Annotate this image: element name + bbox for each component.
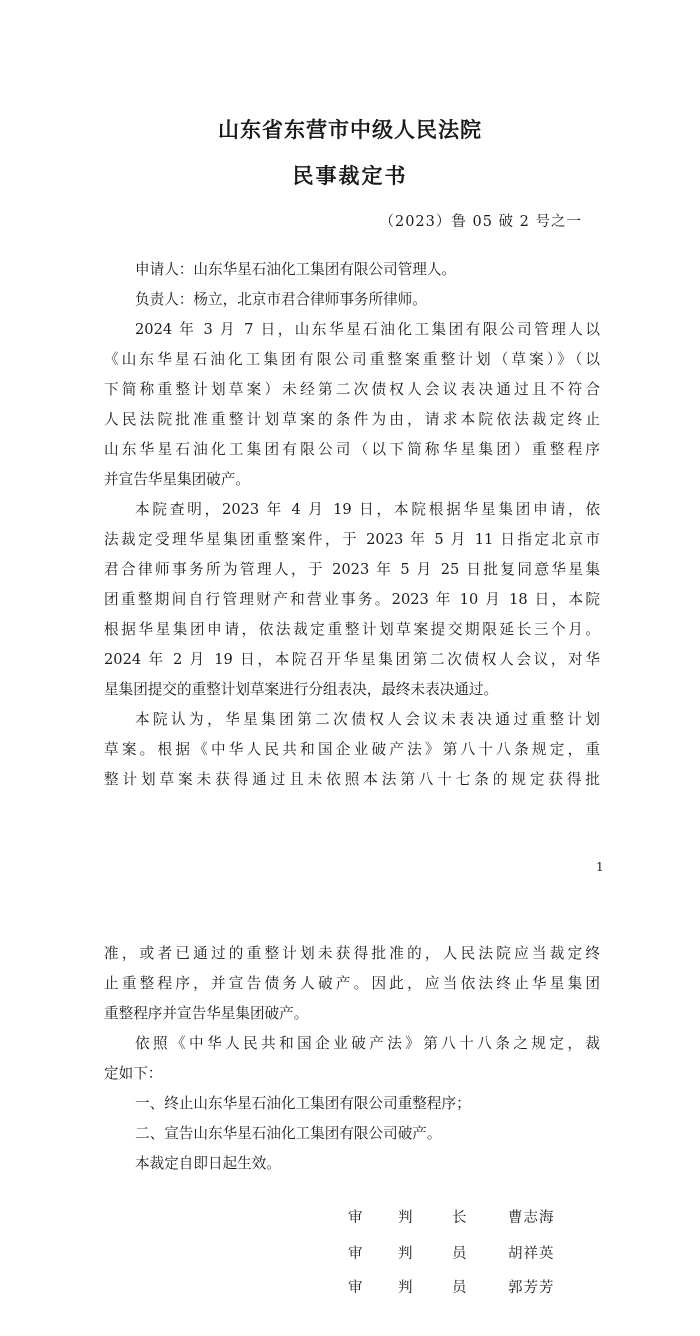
paragraph-line: 定如下： [104, 1065, 163, 1082]
page-number: 1 [596, 860, 604, 874]
paragraph-line: 2024 年 2 月 19 日，本院召开华星集团第二次债权人会议，对华 [104, 651, 600, 668]
signature-title-char: 审 [348, 1246, 363, 1262]
paragraph-line: 星集团提交的重整计划草案进行分组表决，最终未表决通过。 [104, 681, 499, 698]
paragraph-line: 法裁定受理华星集团重整案件，于 2023 年 5 月 11 日指定北京市 [104, 531, 600, 548]
paragraph-line: 本院认为，华星集团第二次债权人会议未表决通过重整计划 [135, 711, 600, 728]
applicant-line: 申请人：山东华星石油化工集团有限公司管理人。 [135, 261, 457, 278]
signature-row-judge [348, 1276, 608, 1298]
signature-title-char: 长 [452, 1210, 467, 1226]
document-page-2 [0, 910, 700, 1336]
court-name: 山东省东营市中级人民法院 [218, 117, 482, 142]
signature-row-presiding-judge [348, 1206, 608, 1228]
ruling-item-2: 二、宣告山东华星石油化工集团有限公司破产。 [135, 1125, 442, 1142]
paragraph-line: 根据华星集团申请，依法裁定重整计划草案提交期限延长三个月。 [104, 621, 600, 638]
signature-name: 胡祥英 [508, 1246, 555, 1262]
signature-row-judge [348, 1242, 608, 1264]
paragraph-line: 2024 年 3 月 7 日，山东华星石油化工集团有限公司管理人以 [135, 321, 600, 338]
paragraph-line: 君合律师事务所为管理人，于 2023 年 5 月 25 日批复同意华星集 [104, 561, 600, 578]
paragraph-line: 《山东华星石油化工集团有限公司重整案重整计划（草案）》（以 [104, 351, 600, 368]
paragraph-line: 团重整期间自行管理财产和营业事务。2023 年 10 月 18 日，本院 [104, 591, 600, 608]
ruling-item-1: 一、终止山东华星石油化工集团有限公司重整程序； [135, 1095, 471, 1112]
paragraph-line: 下简称重整计划草案）未经第二次债权人会议表决通过且不符合 [104, 381, 600, 398]
paragraph-line: 重整程序并宣告华星集团破产。 [104, 1005, 309, 1022]
signature-title-char: 员 [452, 1246, 467, 1262]
signature-title-char: 判 [398, 1280, 413, 1296]
paragraph-line: 准，或者已通过的重整计划未获得批准的，人民法院应当裁定终 [104, 945, 600, 962]
case-number: （2023）鲁 05 破 2 号之一 [379, 214, 582, 230]
paragraph-line: 草案。根据《中华人民共和国企业破产法》第八十八条规定，重 [104, 741, 600, 758]
paragraph-line: 依照《中华人民共和国企业破产法》第八十八条之规定，裁 [135, 1035, 600, 1052]
representative-line: 负责人：杨立，北京市君合律师事务所律师。 [135, 291, 427, 308]
paragraph-line: 人民法院批准重整计划草案的条件为由，请求本院依法裁定终止 [104, 411, 600, 428]
paragraph-line: 本院查明，2023 年 4 月 19 日，本院根据华星集团申请，依 [135, 501, 600, 518]
document-type: 民事裁定书 [292, 163, 408, 188]
page-separator [0, 900, 700, 910]
paragraph-line: 并宣告华星集团破产。 [104, 471, 250, 488]
signature-title-char: 判 [398, 1210, 413, 1226]
effective-statement: 本裁定自即日起生效。 [135, 1155, 281, 1172]
paragraph-line: 整计划草案未获得通过且未依照本法第八十七条的规定获得批 [104, 771, 600, 788]
signature-title-char: 员 [452, 1280, 467, 1296]
signature-name: 曹志海 [508, 1210, 555, 1226]
paragraph-line: 山东华星石油化工集团有限公司（以下简称华星集团）重整程序 [104, 441, 600, 458]
signature-name: 郭芳芳 [508, 1280, 555, 1296]
signature-title-char: 判 [398, 1246, 413, 1262]
paragraph-line: 止重整程序，并宣告债务人破产。因此，应当依法终止华星集团 [104, 975, 600, 992]
signature-title-char: 审 [348, 1280, 363, 1296]
signature-title-char: 审 [348, 1210, 363, 1226]
